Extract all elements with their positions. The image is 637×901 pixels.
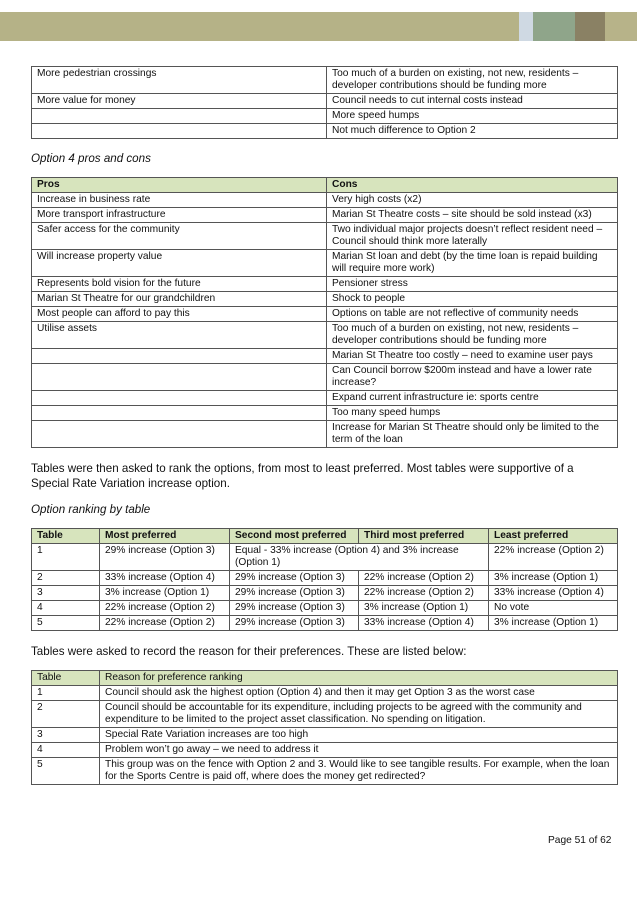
table-row [32, 208, 618, 223]
table-row [32, 616, 618, 631]
table-row [32, 277, 618, 292]
second-preferred-header: Second most preferred [230, 529, 359, 544]
ranking-cell: 22% increase (Option 2) [359, 586, 489, 601]
pro-cell [32, 391, 327, 406]
pro-cell: More pedestrian crossings [32, 67, 327, 94]
pro-cell: Represents bold vision for the future [32, 277, 327, 292]
table-number-cell: 4 [32, 743, 100, 758]
table-number-cell: 2 [32, 701, 100, 728]
ranking-cell: 3% increase (Option 1) [489, 616, 618, 631]
con-cell: Two individual major projects doesn’t reflect resident need – Council should think more laterally [327, 223, 618, 250]
table-number-cell: 5 [32, 616, 100, 631]
header-band-block [519, 12, 533, 41]
reasons-intro-paragraph: Tables were asked to record the reason for their preferences. These are listed below: [31, 645, 467, 658]
con-cell: Council needs to cut internal costs instead [327, 94, 618, 109]
pro-cell [32, 421, 327, 448]
pro-cell: Utilise assets [32, 322, 327, 349]
table-row [32, 544, 618, 571]
header-band-block [605, 12, 637, 41]
option4-caption: Option 4 pros and cons [31, 152, 151, 165]
ranking-intro-paragraph: Tables were then asked to rank the options, from most to least preferred. Most tables were supportive of a Special Rate Variation increase option. [31, 462, 574, 490]
header-band-block [533, 12, 575, 41]
pro-cell: Safer access for the community [32, 223, 327, 250]
table-row [32, 406, 618, 421]
table-row [32, 686, 618, 701]
option-ranking-table [31, 528, 618, 631]
table-row [32, 586, 618, 601]
ranking-cell: 33% increase (Option 4) [359, 616, 489, 631]
con-cell: Expand current infrastructure ie: sports centre [327, 391, 618, 406]
ranking-cell: 22% increase (Option 2) [100, 616, 230, 631]
ranking-cell: 22% increase (Option 2) [100, 601, 230, 616]
con-cell: More speed humps [327, 109, 618, 124]
header-band-block [575, 12, 605, 41]
con-cell: Pensioner stress [327, 277, 618, 292]
ranking-cell: 29% increase (Option 3) [230, 601, 359, 616]
ranking-cell: 29% increase (Option 3) [100, 544, 230, 571]
reason-cell: Problem won’t go away – we need to address it [100, 743, 618, 758]
ranking-cell: 33% increase (Option 4) [100, 571, 230, 586]
cons-header: Cons [327, 178, 618, 193]
table-header-row [32, 671, 618, 686]
pro-cell [32, 109, 327, 124]
third-preferred-header: Third most preferred [359, 529, 489, 544]
ranking-cell: 22% increase (Option 2) [489, 544, 618, 571]
reason-header: Reason for preference ranking [100, 671, 618, 686]
con-cell: Too much of a burden on existing, not new, residents – developer contributions should be funding more [327, 322, 618, 349]
con-cell: Marian St Theatre too costly – need to examine user pays [327, 349, 618, 364]
option3-continuation-table [31, 66, 618, 139]
table-number-cell: 1 [32, 686, 100, 701]
table-number-cell: 3 [32, 586, 100, 601]
table-row [32, 571, 618, 586]
reason-cell: Council should be accountable for its expenditure, including projects to be agreed with the community and expenditure to be limited to the project asset classification. No spending on litigation. [100, 701, 618, 728]
table-number-cell: 3 [32, 728, 100, 743]
table-row [32, 94, 618, 109]
pro-cell [32, 124, 327, 139]
table-header-row [32, 178, 618, 193]
table-row [32, 743, 618, 758]
table-row [32, 109, 618, 124]
ranking-cell: 22% increase (Option 2) [359, 571, 489, 586]
pro-cell: Marian St Theatre for our grandchildren [32, 292, 327, 307]
table-number-cell: 5 [32, 758, 100, 785]
ranking-cell: 3% increase (Option 1) [359, 601, 489, 616]
con-cell: Very high costs (x2) [327, 193, 618, 208]
table-number-cell: 2 [32, 571, 100, 586]
con-cell: Options on table are not reflective of community needs [327, 307, 618, 322]
table-row [32, 421, 618, 448]
pro-cell [32, 406, 327, 421]
pro-cell: More value for money [32, 94, 327, 109]
table-row [32, 349, 618, 364]
reason-cell: Council should ask the highest option (Option 4) and then it may get Option 3 as the worst case [100, 686, 618, 701]
pro-cell: More transport infrastructure [32, 208, 327, 223]
least-preferred-header: Least preferred [489, 529, 618, 544]
table-row [32, 124, 618, 139]
ranking-cell: 29% increase (Option 3) [230, 586, 359, 601]
table-row [32, 292, 618, 307]
table-header: Table [32, 529, 100, 544]
preference-reasons-table [31, 670, 618, 785]
pro-cell [32, 364, 327, 391]
pro-cell: Will increase property value [32, 250, 327, 277]
ranking-cell: No vote [489, 601, 618, 616]
table-row [32, 307, 618, 322]
table-row [32, 701, 618, 728]
table-row [32, 391, 618, 406]
table-row [32, 322, 618, 349]
header-band [0, 12, 637, 41]
table-number-cell: 1 [32, 544, 100, 571]
pro-cell: Increase in business rate [32, 193, 327, 208]
con-cell: Too many speed humps [327, 406, 618, 421]
table-row [32, 250, 618, 277]
ranking-caption: Option ranking by table [31, 503, 151, 516]
pro-cell: Most people can afford to pay this [32, 307, 327, 322]
con-cell: Marian St loan and debt (by the time loan is repaid building will require more work) [327, 250, 618, 277]
table-row [32, 67, 618, 94]
reason-cell: This group was on the fence with Option 2 and 3. Would like to see tangible results. For example, when the loan for the Sports Centre is paid off, where does the money get redirected? [100, 758, 618, 785]
ranking-cell: 33% increase (Option 4) [489, 586, 618, 601]
con-cell: Marian St Theatre costs – site should be sold instead (x3) [327, 208, 618, 223]
ranking-cell: Equal - 33% increase (Option 4) and 3% increase (Option 1) [230, 544, 489, 571]
con-cell: Can Council borrow $200m instead and have a lower rate increase? [327, 364, 618, 391]
reason-cell: Special Rate Variation increases are too high [100, 728, 618, 743]
table-header: Table [32, 671, 100, 686]
ranking-cell: 29% increase (Option 3) [230, 616, 359, 631]
pro-cell [32, 349, 327, 364]
pros-header: Pros [32, 178, 327, 193]
option4-pros-cons-table [31, 177, 618, 448]
con-cell: Not much difference to Option 2 [327, 124, 618, 139]
ranking-cell: 3% increase (Option 1) [489, 571, 618, 586]
table-row [32, 758, 618, 785]
table-row [32, 193, 618, 208]
ranking-cell: 3% increase (Option 1) [100, 586, 230, 601]
con-cell: Shock to people [327, 292, 618, 307]
table-header-row [32, 529, 618, 544]
table-row [32, 728, 618, 743]
most-preferred-header: Most preferred [100, 529, 230, 544]
con-cell: Increase for Marian St Theatre should only be limited to the term of the loan [327, 421, 618, 448]
page-number: Page 51 of 62 [548, 835, 612, 846]
table-row [32, 601, 618, 616]
table-row [32, 364, 618, 391]
ranking-cell: 29% increase (Option 3) [230, 571, 359, 586]
con-cell: Too much of a burden on existing, not new, residents – developer contributions should be funding more [327, 67, 618, 94]
table-row [32, 223, 618, 250]
table-number-cell: 4 [32, 601, 100, 616]
